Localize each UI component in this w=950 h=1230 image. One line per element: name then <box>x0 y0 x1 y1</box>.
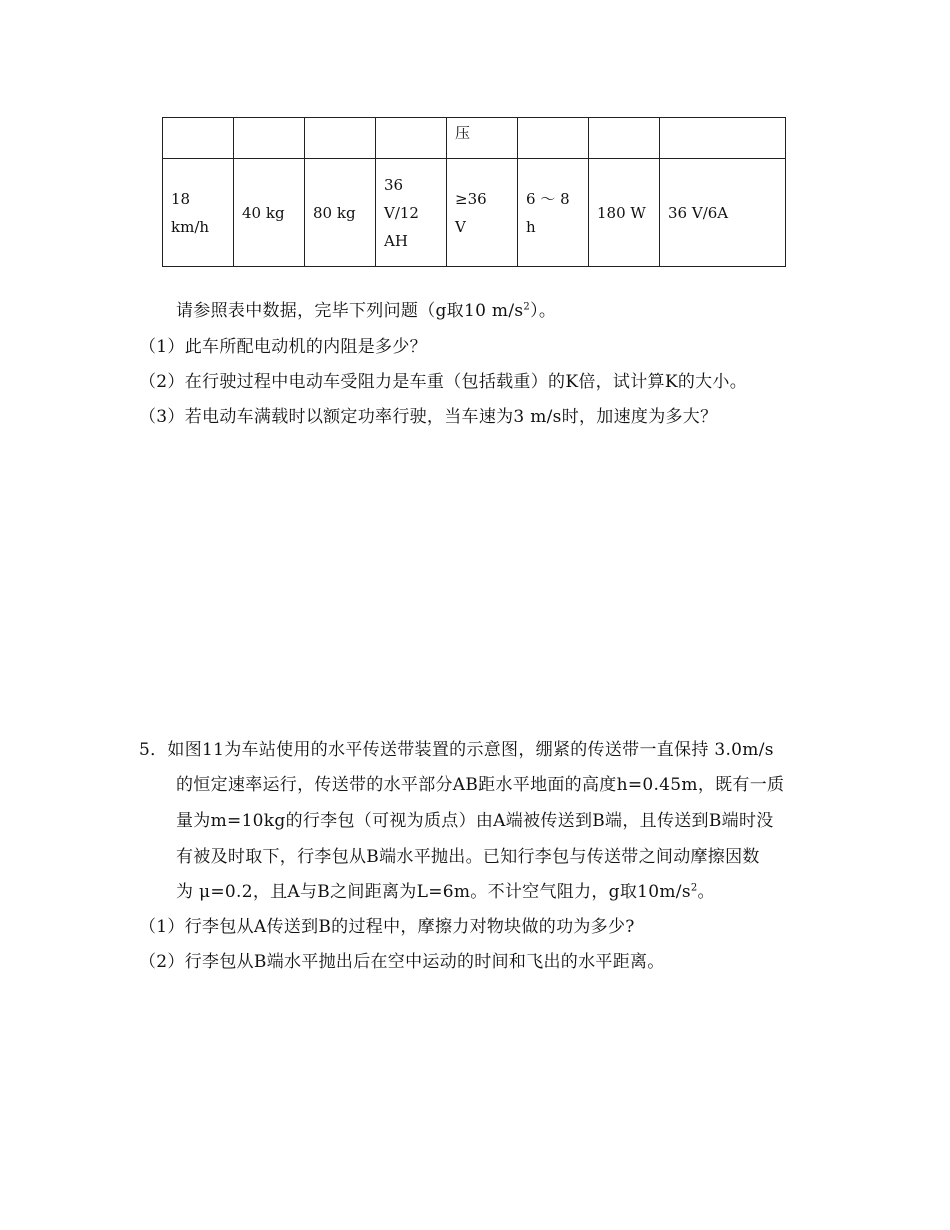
table-cell-rating <box>660 159 786 267</box>
table-cell-battery <box>376 159 447 267</box>
q5-line5-end: 。 <box>697 882 715 902</box>
table-cell <box>376 118 447 159</box>
q5-line4: 有被及时取下，行李包从B端水平抛出。已知行李包与传送带之间动摩擦因数 <box>176 847 760 867</box>
q5-line5 <box>176 877 715 902</box>
cell-line: 18 <box>171 189 191 208</box>
cell-line: V <box>455 217 466 236</box>
table-cell-voltage <box>447 159 518 267</box>
table-cell <box>518 118 589 159</box>
table-cell: 压 <box>447 118 518 159</box>
spec-table <box>162 117 786 267</box>
q5-line2: 的恒定速率运行，传送带的水平部分AB距水平地面的高度h=0.45m，既有一质 <box>176 775 785 795</box>
table-cell <box>234 118 305 159</box>
table-cell-power <box>589 159 660 267</box>
table-cell-vehicle-mass <box>234 159 305 267</box>
table-cell <box>589 118 660 159</box>
cell-line: V/12 <box>384 203 419 222</box>
superscript: 2 <box>690 882 698 894</box>
q4-intro <box>176 296 556 321</box>
cell-line: h <box>526 217 536 236</box>
cell-line: km/h <box>171 217 210 236</box>
q4-intro-end: ）。 <box>530 301 557 321</box>
q4-intro-text: 请参照表中数据，完毕下列问题（g取10 m/s <box>176 301 524 321</box>
q5-line3: 量为m=10kg的行李包（可视为质点）由A端被传送到B端，且传送到B端时没 <box>176 811 774 831</box>
table-row <box>163 159 786 267</box>
table-cell <box>305 118 376 159</box>
cell-line: 40 kg <box>242 203 285 222</box>
q5-line1: 5．如图11为车站使用的水平传送带装置的示意图，绷紧的传送带一直保持 3.0m/s <box>139 740 774 760</box>
q5-line5-text: 为 μ=0.2，且A与B之间距离为L=6m。不计空气阻力，g取10m/s <box>176 882 691 902</box>
table-cell-speed <box>163 159 234 267</box>
q4-sub3: （3）若电动车满载时以额定功率行驶，当车速为3 m/s时，加速度为多大？ <box>139 407 718 427</box>
cell-line: 36 <box>384 175 404 194</box>
q4-sub2: （2）在行驶过程中电动车受阻力是车重（包括载重）的K倍，试计算K的大小。 <box>139 372 748 392</box>
q4-sub1: （1）此车所配电动机的内阻是多少？ <box>139 337 427 357</box>
superscript: 2 <box>523 301 531 313</box>
cell-line: AH <box>384 231 408 250</box>
q5-sub1: （1）行李包从A传送到B的过程中，摩擦力对物块做的功为多少? <box>139 917 635 937</box>
table-cell <box>660 118 786 159</box>
cell-line: 36 V/6A <box>668 203 729 222</box>
cell-line: 80 kg <box>313 203 356 222</box>
table-row <box>163 118 786 159</box>
q5-sub2: （2）行李包从B端水平抛出后在空中运动的时间和飞出的水平距离。 <box>139 952 665 972</box>
cell-line: 6 ～ 8 <box>526 189 570 208</box>
cell-line: ≥36 <box>455 189 487 208</box>
cell-line: 180 W <box>597 203 646 222</box>
table-cell <box>163 118 234 159</box>
table-cell-load <box>305 159 376 267</box>
table-cell-charge-time <box>518 159 589 267</box>
